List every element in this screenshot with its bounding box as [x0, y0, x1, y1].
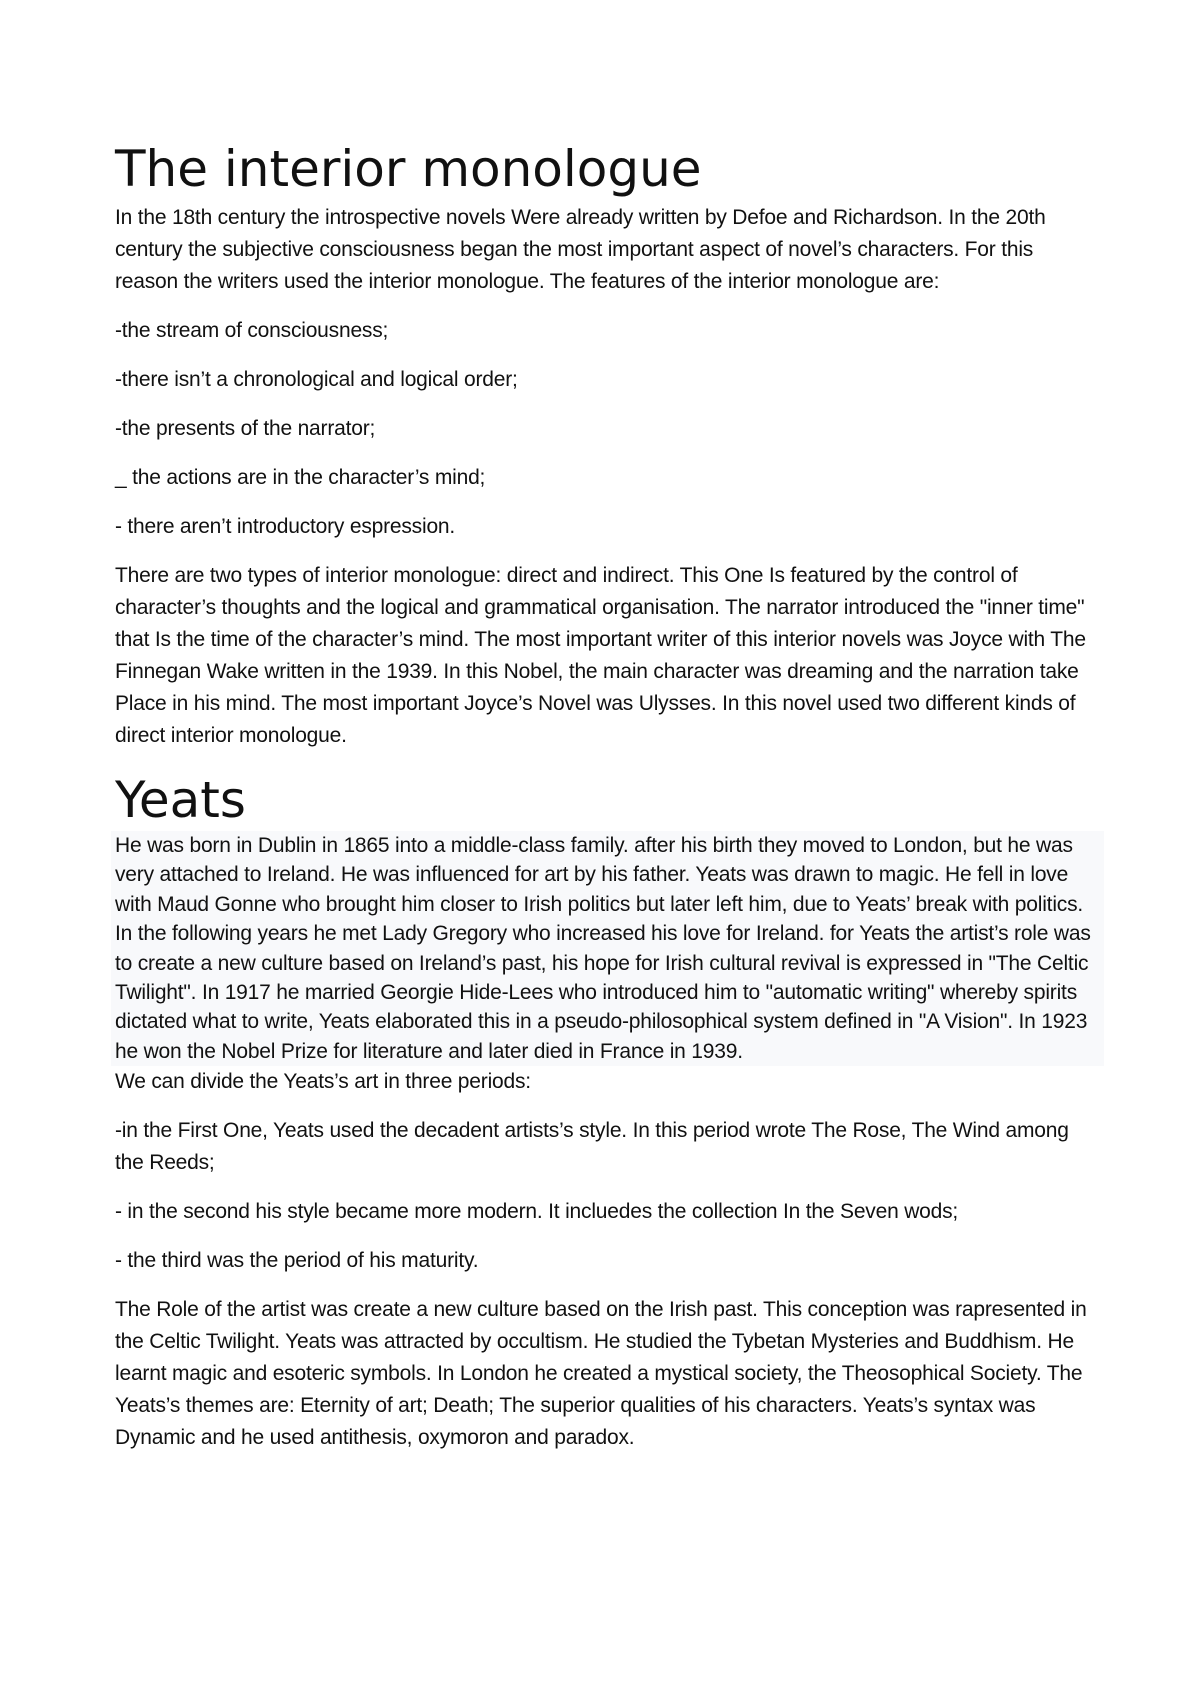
- feature-item: -the presents of the narrator;: [115, 417, 376, 440]
- period-item: -in the First One, Yeats used the decadent artists’s style. In this period wrote The Rose, The Wind among the Reeds;: [115, 1119, 1069, 1175]
- section-title-yeats: Yeats: [115, 771, 246, 829]
- period-item: - the third was the period of his maturity.: [115, 1249, 479, 1273]
- types-paragraph: There are two types of interior monologue: direct and indirect. This One Is featured by the control of character’s thoughts and the logical and grammatical organisation. The narrator introduced the "inner time" that Is the time of the character’s mind. The most important writer of this interior novels was Joyce with The Finnegan Wake written in the 1939. In this Nobel, the main character was dreaming and the narration take Place in his mind. The most important Joyce’s Novel was Ulysses. In this novel used two different kinds of direct interior monologue.: [115, 564, 1086, 747]
- feature-item: -the stream of consciousness;: [115, 319, 389, 342]
- intro-paragraph: In the 18th century the introspective novels Were already written by Defoe and Richardson. In the 20th century the subjective consciousness began the most important aspect of novel’s characters. For this reason the writers used the interior monologue. The features of the interior monologue are:: [115, 206, 1046, 293]
- biography-block: [111, 831, 1104, 1066]
- period-item: - in the second his style became more modern. It incluedes the collection In the Seven wods;: [115, 1200, 959, 1224]
- periods-intro: We can divide the Yeats’s art in three periods:: [115, 1070, 531, 1094]
- feature-item: - there aren’t introductory espression.: [115, 515, 456, 538]
- document-body: [115, 138, 1100, 1471]
- section-title-interior-monologue: The interior monologue: [115, 140, 702, 198]
- biography-paragraph: He was born in Dublin in 1865 into a middle-class family. after his birth they moved to London, but he was very attached to Ireland. He was influenced for art by his father. Yeats was drawn to magic. He fell in love with Maud Gonne who brought him closer to Irish politics but later left him, due to Yeats’ break with politics. In the following years he met Lady Gregory who increased his love for Ireland. for Yeats the artist’s role was to create a new culture based on Ireland’s past, his hope for Irish cultural revival is expressed in "The Celtic Twilight". In 1917 he married Georgie Hide-Lees who introduced him to "automatic writing" whereby spirits dictated what to write, Yeats elaborated this in a pseudo-philosophical system defined in "A Vision". In 1923 he won the Nobel Prize for literature and later died in France in 1939.: [115, 834, 1091, 1063]
- feature-item: _ the actions are in the character’s mind;: [115, 466, 486, 489]
- feature-item: -there isn’t a chronological and logical order;: [115, 368, 518, 391]
- conclusion-paragraph: The Role of the artist was create a new culture based on the Irish past. This conception was rapresented in the Celtic Twilight. Yeats was attracted by occultism. He studied the Tybetan Mysteries and Buddhism. He learnt magic and esoteric symbols. In London he created a mystical society, the Theosophical Society. The Yeats’s themes are: Eternity of art; Death; The superior qualities of his characters. Yeats’s syntax was Dynamic and he used antithesis, oxymoron and paradox.: [115, 1298, 1087, 1450]
